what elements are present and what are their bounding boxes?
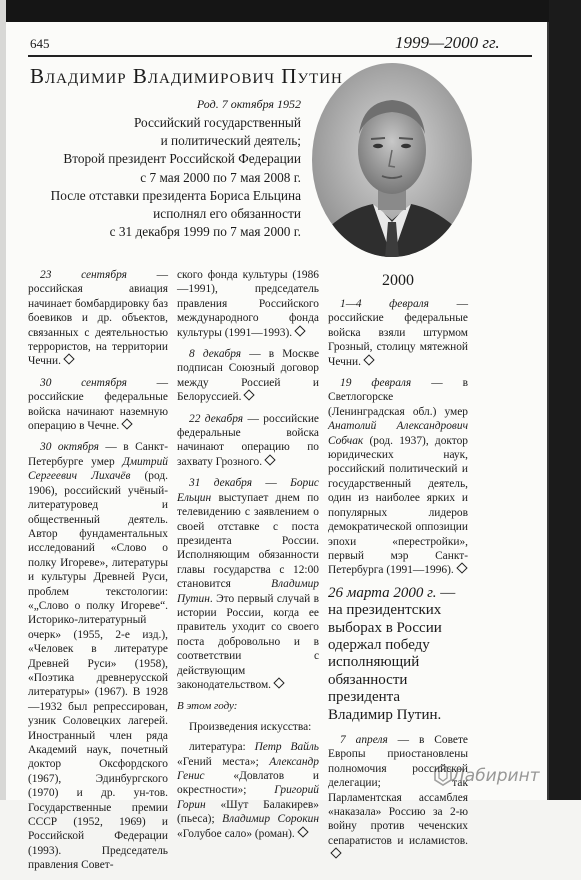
entry-date: 7 апреля (340, 733, 388, 746)
chronicle-entry (177, 268, 319, 340)
chronicle-entry (328, 733, 468, 863)
entry-text: — российские федеральные войска начинают наземную операцию в Чечне. (28, 376, 168, 433)
diamond-icon (456, 563, 467, 574)
diamond-icon (122, 418, 133, 429)
chronicle-entry (177, 347, 319, 405)
entry-date: 8 декабря (189, 348, 242, 361)
chronicle-entry (28, 268, 168, 369)
author-name: Владимир Сорокин (222, 813, 319, 826)
diamond-icon (273, 677, 284, 688)
entry-text: выступает днем по телевидению с заявлением о своей отставке с поста президента России. Исполняющим обязанности главы государства с 12:00 становится (177, 491, 319, 591)
bio-line: Российский государственный (133, 115, 301, 130)
entry-text: . Это первый случай в истории России, когда ее правитель уходит со своего поста добровольно и в соответствии с действующим законодательством. (177, 592, 319, 691)
diamond-icon (264, 454, 275, 465)
entry-text: (род. 1906), российский учёный-литературовед и общественный деятель. Автор фундаментальных исследований «Слово о полку Игореве», литературы и культуры Древней Руси, проблем текстологии: «„Слово о полку Игореве“. Историко-литературный очерк» (1955, 2-е изд.), «Человек в литературе Древней Руси» (1958), «Поэтика древнерусской литературы» (1967). В 1928—1932 был репрессирован, узник Соловецких лагерей. Иностранный член ряда Академий наук, почетный доктор Оксфордского (1967), Эдинбургского (1970) и др. ун-тов. Государственные премии СССР (1952, 1969) и Российской Федерации (1993). Председатель правления Совет- (28, 470, 168, 872)
entry-text: — в Совете Европы приостановлены полномочия российской делегации; так Парламентская ассамблея «наказала» Россию за 2-ю войну против чеченских сепаратистов и исламистов. (328, 733, 468, 847)
bio-summary (28, 114, 301, 241)
person-name: Владимир Путин (177, 578, 319, 605)
entry-date: 30 сентября (40, 376, 127, 389)
bio-line: с 7 мая 2000 по 7 мая 2008 г. (140, 169, 301, 185)
works-category: литература: (189, 741, 255, 754)
entry-text: — российская авиация начинает бомбардировку баз боевиков и др. объектов, связанных с деятельностью террористов, на территории Чечни. (28, 269, 168, 368)
work-title: «Довлатов и окрестности»; (177, 770, 319, 797)
entry-text: — на президентских выборах в России одержал победу исполняющий обязанности президента Владимир Путин. (328, 584, 456, 723)
section-subheading: В этом году: (177, 700, 238, 713)
year-heading: 2000 (382, 272, 414, 289)
page-number: 645 (30, 36, 50, 51)
bio-line: После отставки президента Бориса Ельцина (50, 187, 301, 203)
chronicle-entry (328, 376, 468, 578)
diamond-icon (244, 390, 255, 401)
entry-text: — в Санкт-Петербурге умер (28, 441, 168, 468)
person-name: Дмитрий Сергеевич Лихачёв (28, 455, 168, 483)
highlight-entry (328, 585, 468, 724)
entry-date: 31 декабря (189, 477, 253, 490)
bio-line: и политический деятель; (160, 133, 301, 149)
entry-text: (род. 1937), доктор юридических наук, российский политический и государственный деятель, один из наиболее ярких и популярных лидеров демократической оппозиции эпохи «перестройки», первый мэр Санкт-Петербурга (1991—1996). (328, 434, 468, 577)
entry-date: 22 декабря (189, 412, 244, 425)
bio-line: с 31 декабря 1999 по 7 мая 2000 г. (109, 224, 301, 240)
bio-line: исполнял его обязанности (153, 206, 301, 222)
author-name: Александр Генис (177, 755, 319, 782)
work-title: «Голубое сало» (роман). (177, 827, 295, 840)
diamond-icon (363, 354, 374, 365)
person-name: Борис Ельцин (177, 477, 319, 504)
diamond-icon (330, 848, 341, 859)
scan-frame-top (0, 0, 581, 22)
entry-date: 19 февраля (340, 377, 412, 390)
entry-text: ского фонда культуры (1986—1991), председатель правления Российского международного фонда культуры (1991—1993). (177, 269, 319, 339)
entry-text: — в Москве подписан Союзный договор между Россией и Белоруссией. (177, 348, 320, 404)
chronicle-entry (177, 476, 319, 692)
labirint-logo-icon (433, 764, 453, 786)
chronicle-entry (28, 376, 168, 434)
diamond-icon (294, 325, 305, 336)
diamond-icon (63, 354, 74, 365)
birth-date: Род. 7 октября 1952 (196, 97, 301, 111)
work-title: «Шут Балакирев» (пьеса); (177, 798, 319, 826)
header-rule (28, 55, 532, 57)
work-title: «Гений места»; (177, 755, 270, 768)
person-name: Анатолий Александрович Собчак (328, 420, 468, 447)
portrait-photo (311, 62, 473, 258)
chronicle-entry (328, 297, 468, 369)
entry-text: — российские федеральные войска начинают операцию по захвату Грозного. (177, 412, 319, 468)
entry-date: 30 октября (40, 441, 99, 454)
works-list (177, 740, 319, 841)
author-name: Григорий Горин (177, 784, 319, 811)
chronicle-entry (177, 412, 319, 470)
section-subheading: Произведения искусства: (189, 720, 312, 733)
scan-frame-right (549, 0, 581, 800)
entry-date: 1—4 февраля (340, 298, 429, 310)
person-name-title: Владимир Владимирович Путин (30, 64, 343, 88)
text-column-1 (28, 268, 168, 880)
entry-text: — в Светлогорске (Ленинградская обл.) умер (328, 377, 469, 418)
chronicle-entry (28, 440, 168, 872)
diamond-icon (297, 826, 308, 837)
bio-line: Второй президент Российской Федерации (63, 151, 301, 167)
running-head-years: 1999—2000 гг. (395, 33, 500, 52)
page-edge-shadow (547, 22, 549, 800)
watermark-text: Лабиринт (452, 766, 540, 786)
entry-text: — российские федеральные войска взяли штурмом Грозный, столицу мятежной Чечни. (328, 298, 468, 368)
author-name: Петр Вайль (254, 741, 319, 754)
entry-text: — (252, 477, 291, 490)
text-column-2 (177, 268, 319, 848)
entry-date: 26 марта 2000 г. (328, 584, 437, 601)
entry-date: 23 сентября (40, 269, 127, 281)
